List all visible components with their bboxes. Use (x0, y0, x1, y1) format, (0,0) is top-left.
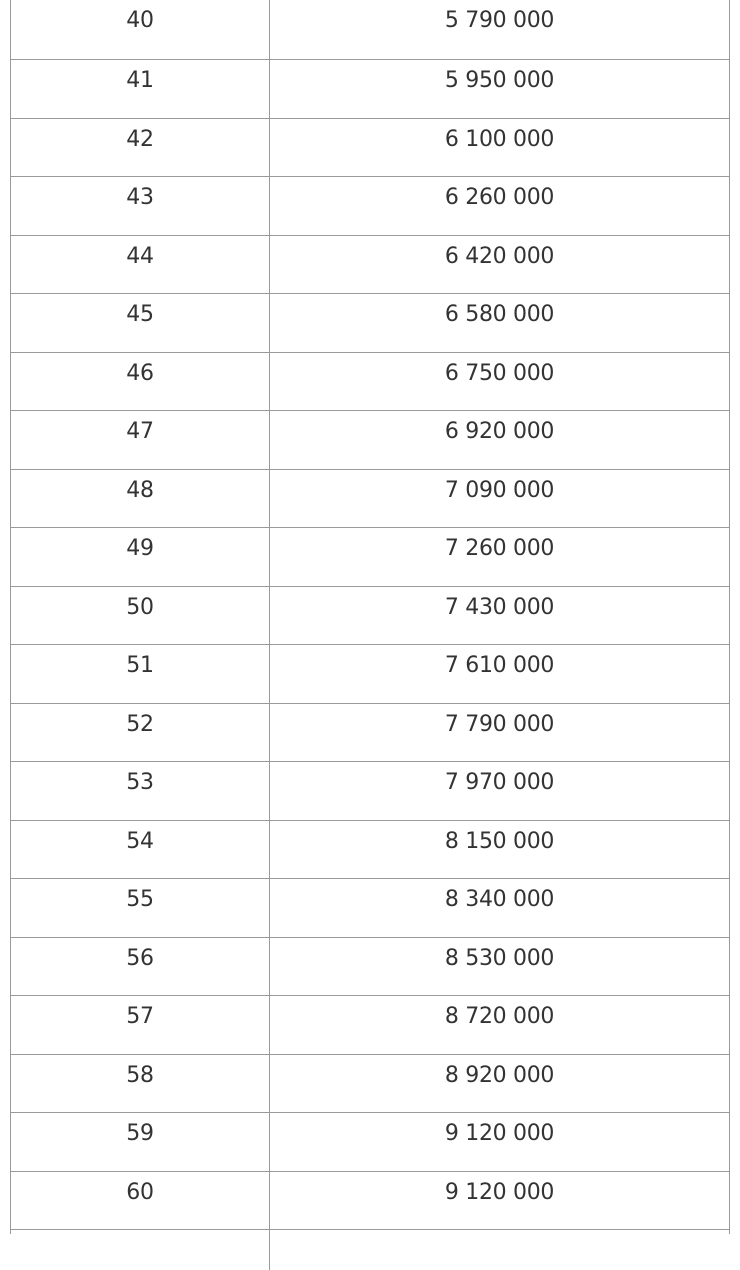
row-value-cell: 6 920 000 (444, 419, 555, 444)
row-number-cell: 52 (11, 704, 270, 762)
row-value-cell: 7 790 000 (444, 711, 555, 737)
row-value-cell: 9 120 000 (444, 1121, 555, 1146)
row-value-cell: 8 530 000 (444, 945, 555, 971)
table-row (11, 177, 729, 236)
row-number-cell: 56 (11, 938, 270, 996)
row-number-cell: 58 (11, 1055, 270, 1113)
table-row (11, 0, 729, 60)
row-value-cell: 6 580 000 (444, 302, 555, 327)
table-row (11, 1113, 729, 1172)
row-number-cell: 60 (11, 1172, 270, 1230)
row-number-cell: 49 (11, 528, 270, 586)
row-number-cell: 55 (11, 879, 270, 937)
row-value-cell: 6 420 000 (444, 243, 555, 269)
row-value-cell: 6 100 000 (444, 126, 555, 152)
row-number-cell: 40 (11, 0, 270, 59)
row-number-cell: 47 (11, 411, 270, 469)
row-number-cell: 41 (11, 60, 270, 118)
row-value-cell: 8 150 000 (444, 828, 555, 854)
table-row (11, 821, 729, 880)
table-row (11, 938, 729, 997)
row-value-cell: 6 260 000 (444, 185, 555, 210)
table-row (11, 762, 729, 821)
row-number-cell: 50 (11, 587, 270, 645)
table-row (11, 645, 729, 704)
row-value-cell: 7 610 000 (444, 653, 555, 678)
row-number-cell: 44 (11, 236, 270, 294)
row-number-cell: 54 (11, 821, 270, 879)
row-number-cell: 48 (11, 470, 270, 528)
table-row (11, 587, 729, 646)
table-row (11, 1055, 729, 1114)
table-row (11, 353, 729, 412)
table-row (11, 879, 729, 938)
data-table (10, 0, 730, 1234)
row-value-cell: 7 260 000 (444, 536, 555, 561)
table-row (11, 60, 729, 119)
row-value-cell: 6 750 000 (444, 360, 555, 386)
table-row (11, 294, 729, 353)
table-row-partial (11, 1230, 729, 1270)
table-row (11, 411, 729, 470)
table-row (11, 1172, 729, 1231)
row-value-cell: 7 430 000 (444, 594, 555, 620)
row-value-cell: 7 970 000 (444, 770, 555, 795)
table-row (11, 996, 729, 1055)
row-value-cell: 5 950 000 (444, 68, 555, 93)
row-number-cell: 45 (11, 294, 270, 352)
row-value-cell: 8 340 000 (444, 887, 555, 912)
table-row (11, 236, 729, 295)
row-number-cell: 46 (11, 353, 270, 411)
table-row (11, 528, 729, 587)
row-number-cell: 57 (11, 996, 270, 1054)
row-number-cell: 43 (11, 177, 270, 235)
row-value-cell: 8 720 000 (444, 1004, 555, 1029)
row-value-cell: 5 790 000 (444, 8, 555, 33)
row-number-cell: 53 (11, 762, 270, 820)
row-number-cell: 59 (11, 1113, 270, 1171)
table-row (11, 119, 729, 178)
row-number-cell: 42 (11, 119, 270, 177)
row-number-cell: 51 (11, 645, 270, 703)
row-number-cell-empty (11, 1230, 270, 1270)
row-value-cell: 9 120 000 (444, 1179, 555, 1205)
row-value-cell: 7 090 000 (444, 477, 555, 503)
table-row (11, 470, 729, 529)
row-value-cell-empty (270, 1230, 729, 1270)
table-row (11, 704, 729, 763)
row-value-cell: 8 920 000 (444, 1062, 555, 1088)
